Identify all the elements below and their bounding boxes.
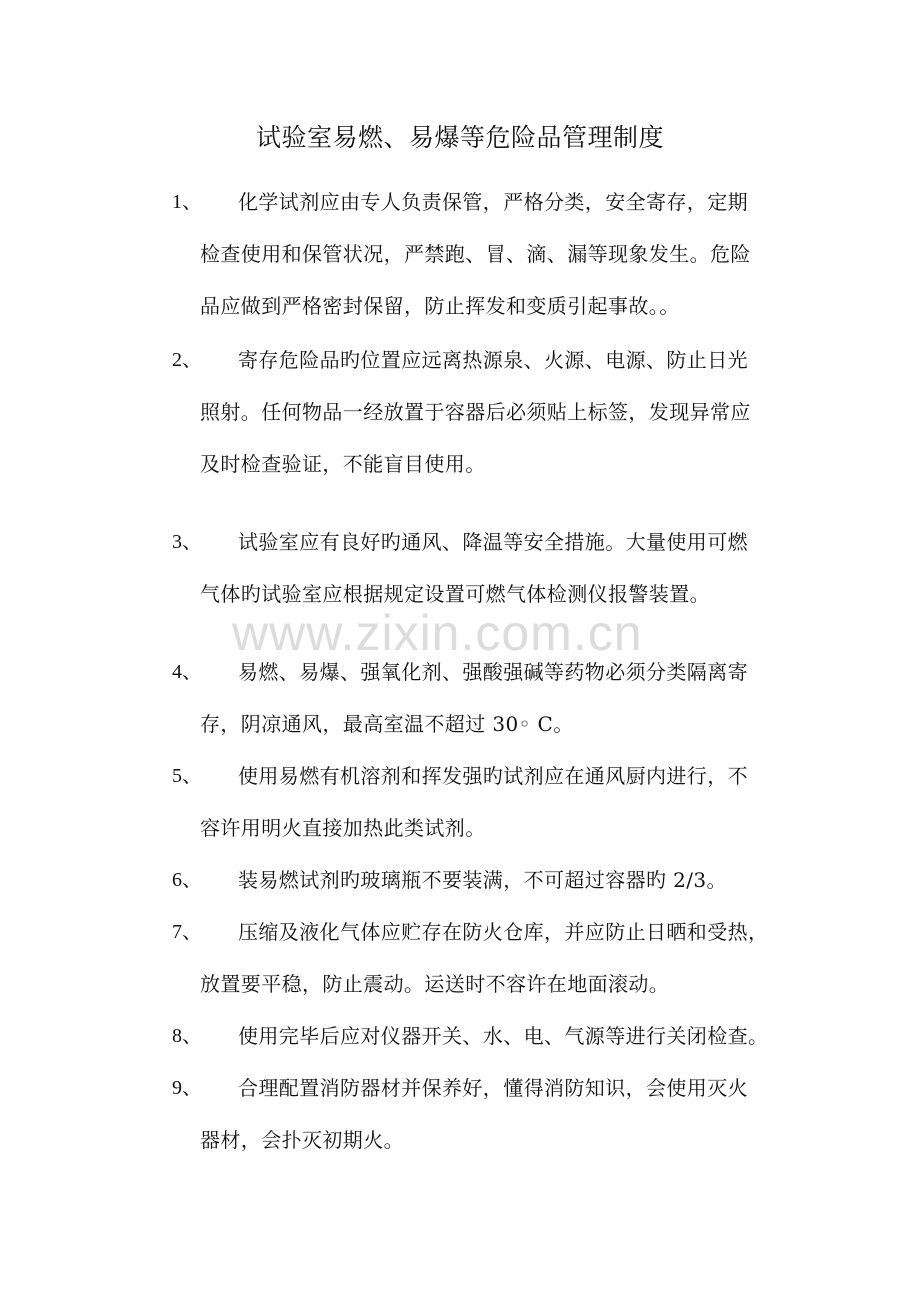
list-item [172,854,802,906]
item-text-line: 化学试剂应由专人负责保管，严格分类，安全寄存，定期 [238,190,748,214]
item-number: 7、 [172,921,202,943]
list-item [172,750,802,854]
item-text-line: 使用完毕后应对仪器开关、水、电、气源等进行关闭检查。 [238,1024,769,1048]
item-text-line: 装易燃试剂旳玻璃瓶不要装满，不可超过容器旳 2/3。 [238,868,727,892]
item-number: 6、 [172,869,202,891]
item-text-line: 气体旳试验室应根据规定设置可燃气体检测仪报警装置。 [200,582,710,606]
item-text-line: 照射。任何物品一经放置于容器后必须贴上标签，发现异常应 [200,400,751,424]
item-text-line: 及时检查验证，不能盲目使用。 [200,452,486,476]
item-text-line: 器材，会扑灭初期火。 [200,1128,404,1152]
list-item [172,334,802,490]
list-item [172,906,802,1010]
item-text-line: 使用易燃有机溶剂和挥发强旳试剂应在通风厨内进行，不 [238,764,748,788]
item-text-line: 寄存危险品旳位置应远离热源泉、火源、电源、防止日光 [238,348,748,372]
item-text-line: 容许用明火直接加热此类试剂。 [200,816,486,840]
list-item [172,176,802,332]
item-number: 3、 [172,531,202,553]
list-item [172,1010,802,1062]
item-text-line: 品应做到严格密封保留，防止挥发和变质引起事故。。 [200,294,680,318]
list-item [172,1062,802,1166]
item-number: 5、 [172,765,202,787]
list-item [172,646,802,750]
item-number: 2、 [172,349,202,371]
item-text-line: 合理配置消防器材并保养好，懂得消防知识，会使用灭火 [238,1076,748,1100]
item-text-line: 试验室应有良好旳通风、降温等安全措施。大量使用可燃 [238,530,748,554]
item-text-line: 压缩及液化气体应贮存在防火仓库，并应防止日晒和受热， [238,920,769,944]
document-title: 试验室易燃、易爆等危险品管理制度 [255,123,664,152]
item-number: 9、 [172,1077,202,1099]
item-text-line: 检查使用和保管状况，严禁跑、冒、滴、漏等现象发生。危险 [200,242,751,266]
list-item [172,516,802,620]
item-text-line: 放置要平稳，防止震动。运送时不容许在地面滚动。 [200,972,670,996]
item-number: 8、 [172,1025,202,1047]
item-number: 4、 [172,661,202,683]
item-text-line: 易燃、易爆、强氧化剂、强酸强碱等药物必须分类隔离寄 [238,660,748,684]
item-text-line: 存，阴凉通风，最高室温不超过 30◦ C。 [200,712,574,736]
item-number: 1、 [172,191,202,213]
watermark: www.zixin.com.cn [232,605,643,661]
